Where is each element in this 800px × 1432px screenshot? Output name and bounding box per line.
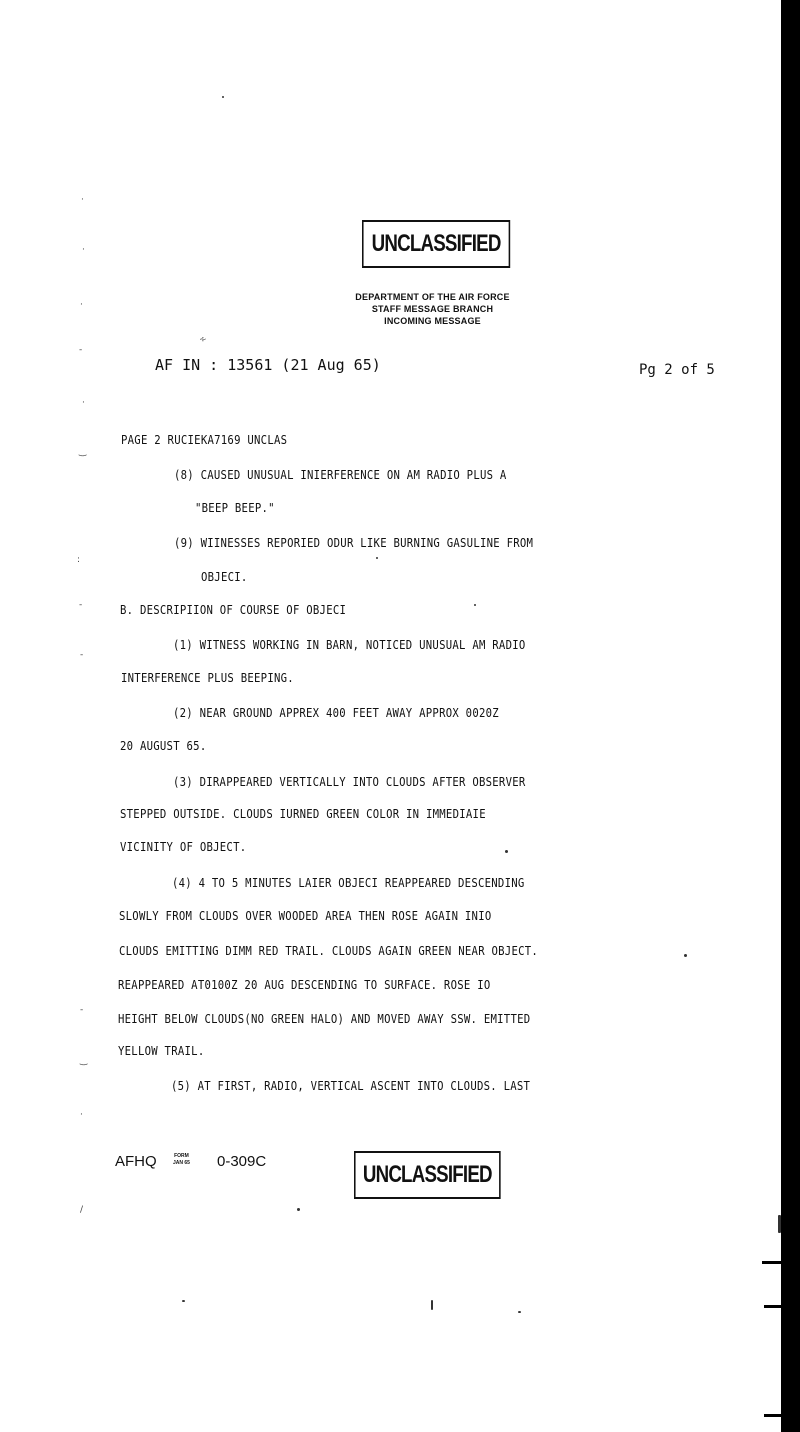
department-line: DEPARTMENT OF THE AIR FORCE xyxy=(355,292,510,302)
scan-speck: - xyxy=(79,345,83,355)
text-line: STEPPED OUTSIDE. CLOUDS IURNED GREEN COLOR IN IMMEDIAIE xyxy=(120,806,486,821)
classification-stamp-bottom xyxy=(354,1151,501,1199)
text-line: CLOUDS EMITTING DIMM RED TRAIL. CLOUDS AGAIN GREEN NEAR OBJECT. xyxy=(119,943,539,958)
scan-speck: · xyxy=(81,195,84,205)
scan-speck: · xyxy=(82,398,85,408)
scan-speck: ‿ xyxy=(79,447,87,457)
text-line: REAPPEARED AT0100Z 20 AUG DESCENDING TO SURFACE. ROSE IO xyxy=(118,977,491,992)
text-line: INTERFERENCE PLUS BEEPING. xyxy=(121,670,294,685)
scan-speck: - xyxy=(79,600,83,610)
scan-speck xyxy=(182,1300,185,1302)
scan-speck xyxy=(431,1300,433,1310)
scan-speck xyxy=(684,954,687,957)
scan-speck: - xyxy=(80,650,84,660)
scan-speck xyxy=(297,1208,300,1211)
text-line: HEIGHT BELOW CLOUDS(NO GREEN HALO) AND MOVED AWAY SSW. EMITTED xyxy=(118,1011,531,1026)
form-date: JAN 65 xyxy=(173,1160,190,1166)
scan-speck: ‿ xyxy=(80,1056,88,1066)
text-line: (9) WIINESSES REPORIED ODUR LIKE BURNING GASULINE FROM xyxy=(174,535,534,550)
scan-speck: · xyxy=(82,245,85,255)
scan-speck xyxy=(222,96,224,98)
department-line: INCOMING MESSAGE xyxy=(384,316,481,326)
scan-edge-border xyxy=(781,0,800,1432)
scan-speck: : xyxy=(77,555,81,565)
scan-speck: / xyxy=(80,1205,84,1215)
text-line: 20 AUGUST 65. xyxy=(120,738,207,753)
text-line: (1) WITNESS WORKING IN BARN, NOTICED UNUSUAL AM RADIO xyxy=(173,637,526,652)
text-line: SLOWLY FROM CLOUDS OVER WOODED AREA THEN ROSE AGAIN INIO xyxy=(119,908,492,923)
classification-label: UNCLASSIFIED xyxy=(371,230,501,257)
text-line: (4) 4 TO 5 MINUTES LAIER OBJECI REAPPEARED DESCENDING xyxy=(172,875,525,890)
text-line: YELLOW TRAIL. xyxy=(118,1043,205,1058)
form-label xyxy=(173,1153,190,1167)
page-indicator: Pg 2 of 5 xyxy=(639,362,715,378)
form-number: 0-309C xyxy=(217,1153,267,1170)
text-line: (2) NEAR GROUND APPREX 400 FEET AWAY APPROX 0020Z xyxy=(173,705,499,720)
scan-speck: - xyxy=(80,1005,84,1015)
text-line: (3) DIRAPPEARED VERTICALLY INTO CLOUDS AFTER OBSERVER xyxy=(173,774,526,789)
department-header xyxy=(330,291,535,327)
scan-speck: ∻ xyxy=(199,335,207,345)
text-line: "BEEP BEEP." xyxy=(195,500,275,515)
text-line: OBJECI. xyxy=(201,569,248,584)
scan-speck: · xyxy=(80,1110,83,1120)
form-word: FORM xyxy=(174,1153,189,1159)
text-line: PAGE 2 RUCIEKA7169 UNCLAS xyxy=(121,432,288,447)
classification-stamp-top xyxy=(362,220,510,268)
scan-speck xyxy=(778,1215,781,1233)
form-prefix: AFHQ xyxy=(115,1153,157,1170)
message-id: AF IN : 13561 (21 Aug 65) xyxy=(155,356,381,374)
scan-speck xyxy=(474,604,476,606)
department-line: STAFF MESSAGE BRANCH xyxy=(371,304,494,314)
text-line: VICINITY OF OBJECT. xyxy=(120,839,247,854)
scan-edge-tick xyxy=(764,1414,784,1417)
text-line: (5) AT FIRST, RADIO, VERTICAL ASCENT INTO CLOUDS. LAST xyxy=(171,1078,531,1093)
scan-edge-tick xyxy=(764,1305,784,1308)
scan-edge-tick xyxy=(762,1261,784,1264)
text-line: (8) CAUSED UNUSUAL INIERFERENCE ON AM RADIO PLUS A xyxy=(174,467,507,482)
scan-speck: · xyxy=(80,300,83,310)
scan-speck xyxy=(376,557,378,559)
text-line: B. DESCRIPIION OF COURSE OF OBJECI xyxy=(120,602,347,617)
scan-speck xyxy=(518,1311,521,1313)
classification-label: UNCLASSIFIED xyxy=(362,1161,492,1188)
scan-speck xyxy=(505,850,508,853)
